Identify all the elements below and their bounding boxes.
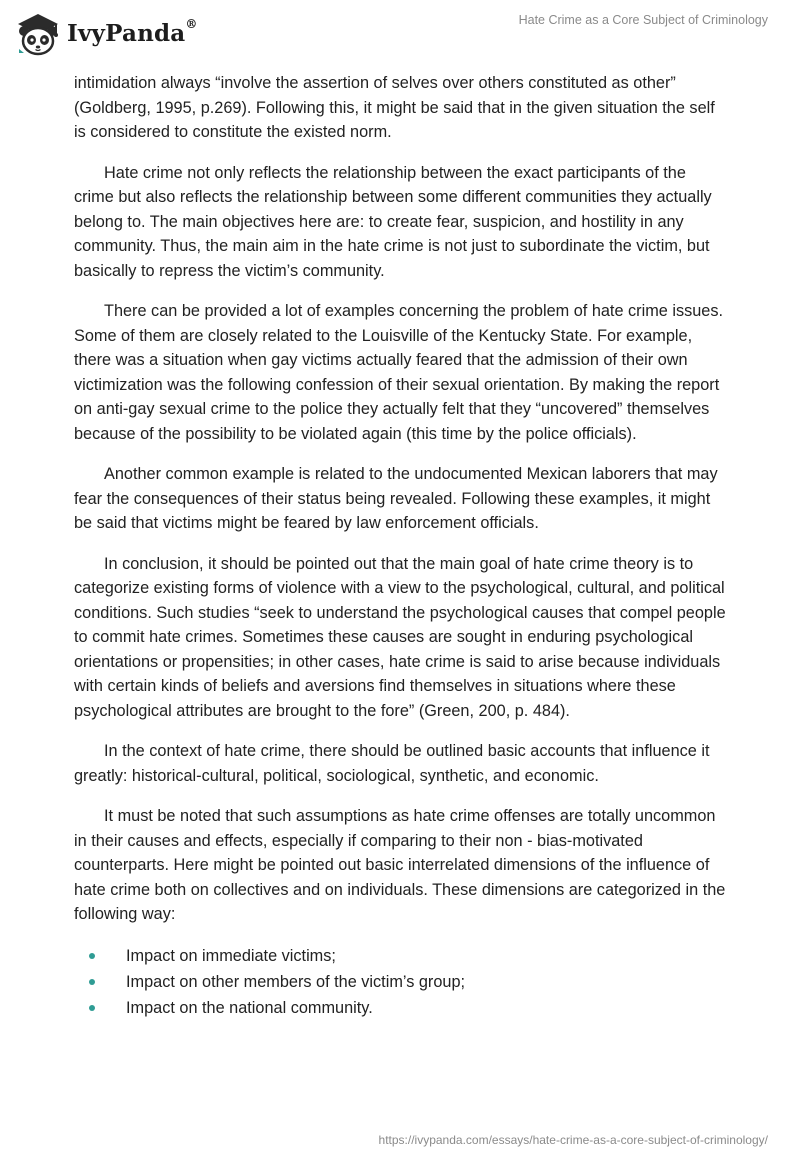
brand-name: IvyPanda® <box>67 16 198 47</box>
list-item <box>74 943 726 969</box>
bullet-dot-icon <box>89 953 95 959</box>
registered-mark: ® <box>185 16 198 31</box>
bullet-dot-icon <box>89 979 95 985</box>
paragraph: In the context of hate crime, there should be outlined basic accounts that influence it greatly: historical-cultural, political, sociological, synthetic, and economic. <box>74 742 710 785</box>
paragraph: In conclusion, it should be pointed out that the main goal of hate crime theory is to categorize existing forms of violence with a view to the psychological, cultural, and political conditions. Such studies “seek to understand the psychological causes that compel people to commit hate crimes. Sometimes these causes are sought in enduring psychological orientations or propensities; in other cases, hate crime is said to arise because individuals with certain kinds of beliefs and aversions find themselves in situations where these psychological attributes are brought to the fore” (Green, 200, p. 484). <box>74 554 726 720</box>
bullet-dot-icon <box>89 1005 95 1011</box>
list-item-text: Impact on other members of the victim’s group; <box>126 972 466 991</box>
paragraph: intimidation always “involve the assertion of selves over others constituted as other” (Goldberg, 1995, p.269). Following this, it might be said that in the given situation the self is considered to constitute the existed norm. <box>74 74 715 141</box>
page-header <box>0 0 800 70</box>
list-item <box>74 995 726 1021</box>
list-item <box>74 969 726 995</box>
paragraph: Another common example is related to the undocumented Mexican laborers that may fear the consequences of their status being revealed. Following these examples, it might be said that victims might be feared by law enforcement officials. <box>74 465 718 532</box>
source-url-link[interactable]: https://ivypanda.com/essays/hate-crime-as-a-core-subject-of-criminology/ <box>378 1133 768 1147</box>
document-title: Hate Crime as a Core Subject of Criminology <box>518 13 768 27</box>
panda-graduate-logo-icon <box>14 9 62 57</box>
impact-list <box>74 943 726 1021</box>
essay-body <box>74 71 726 1021</box>
list-item-text: Impact on the national community. <box>126 998 373 1017</box>
brand-logo[interactable] <box>14 9 198 57</box>
paragraph: It must be noted that such assumptions as hate crime offenses are totally uncommon in their causes and effects, especially if comparing to their non - bias-motivated counterparts. Here might be pointed out basic interrelated dimensions of the influence of hate crime both on collectives and on individuals. These dimensions are categorized in the following way: <box>74 807 726 923</box>
list-item-text: Impact on immediate victims; <box>126 946 336 965</box>
paragraph: There can be provided a lot of examples concerning the problem of hate crime issues. Some of them are closely related to the Louisville of the Kentucky State. For example, there was a situation when gay victims actually feared that the admission of their own victimization was the following confession of their sexual orientation. By making the report on anti-gay sexual crime to the police they actually felt that they “uncovered” themselves because of the possibility to be violated again (this time by the police officials). <box>74 302 724 443</box>
paragraph: Hate crime not only reflects the relationship between the exact participants of the crime but also reflects the relationship between some different communities they actually belong to. The main objectives here are: to create fear, suspicion, and hostility in any community. Thus, the main aim in the hate crime is not just to subordinate the victim, but basically to repress the victim’s community. <box>74 163 712 280</box>
